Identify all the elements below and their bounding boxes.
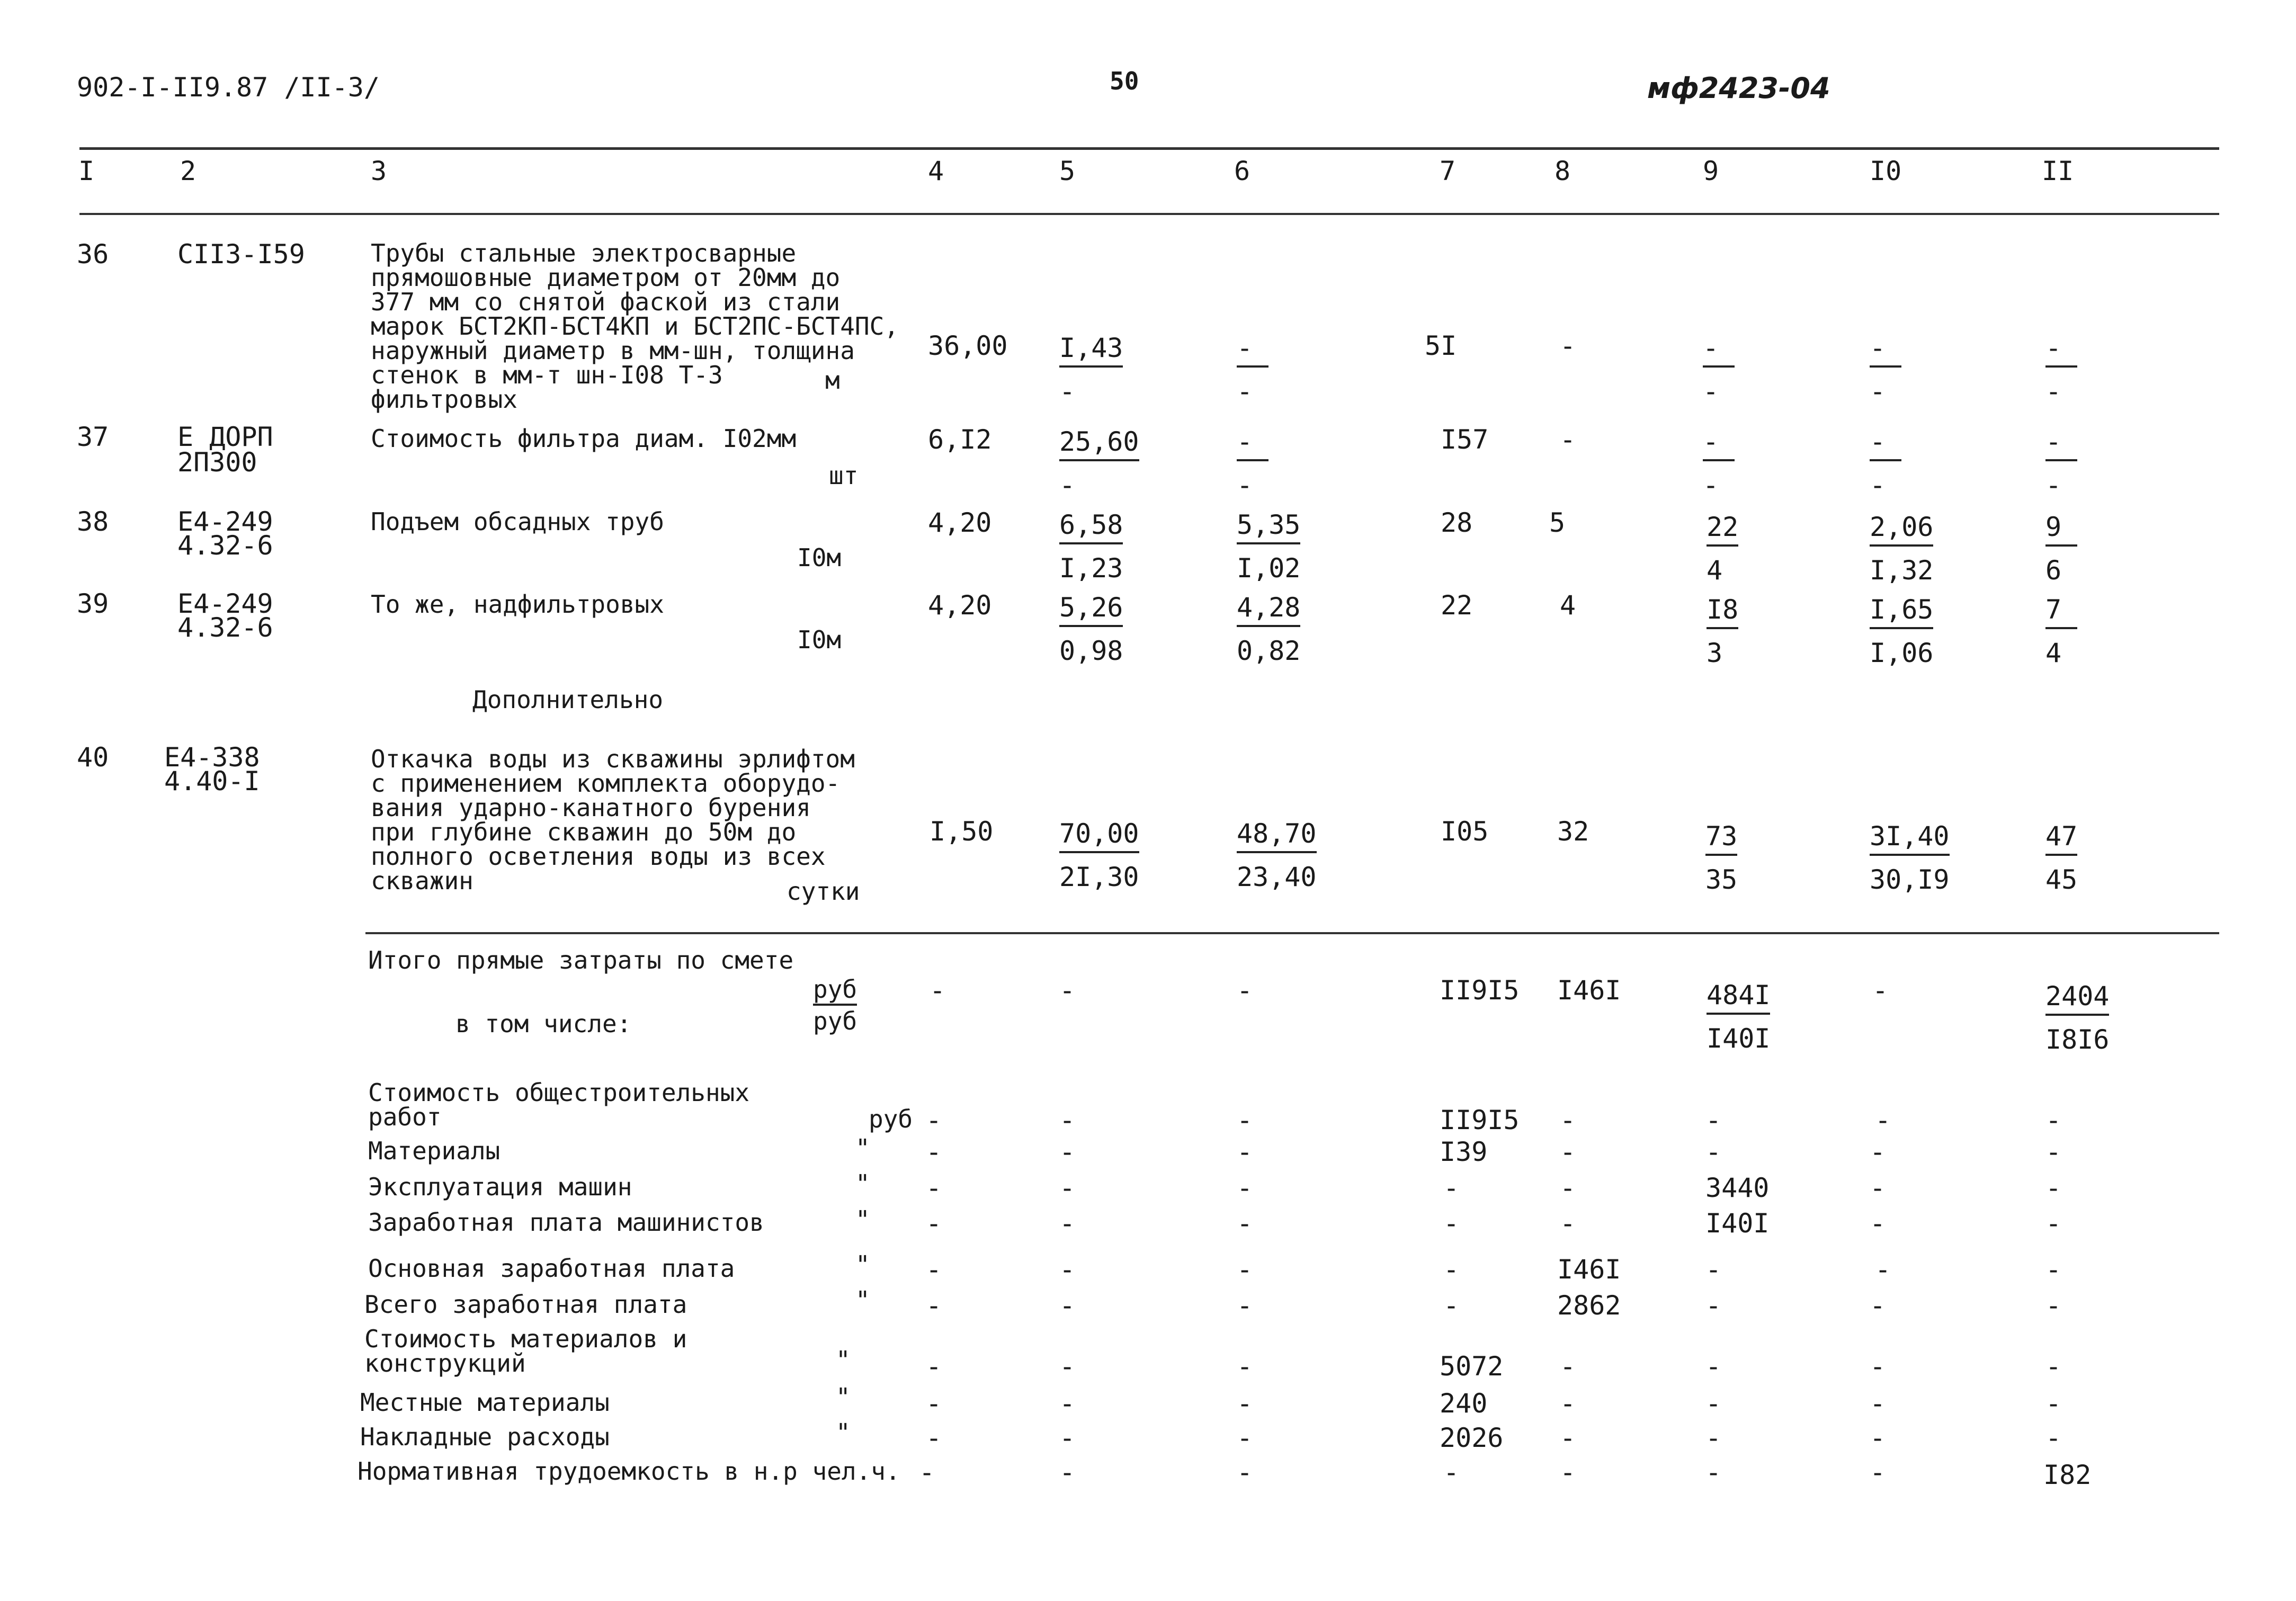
totals-machine-cost: -: [1237, 975, 1253, 1006]
breakdown-c5: -: [1059, 1105, 1076, 1135]
labor-cost: -: [1560, 330, 1576, 361]
totals-unit-cost: -: [1059, 975, 1076, 1006]
column-header: 4: [928, 156, 944, 186]
breakdown-label: Материалы: [368, 1137, 501, 1165]
unit-cost: $\frac{70,00}{2I,30}$: [1059, 818, 1139, 892]
totals-label: Итого прямые затраты по смете: [368, 946, 794, 974]
rate-code: Е4-249: [177, 506, 273, 537]
breakdown-c8: -: [1560, 1208, 1576, 1239]
breakdown-label: Заработная плата машинистов: [368, 1208, 764, 1237]
document-code: 902-I-II9.87 /II-3/: [77, 72, 380, 103]
breakdown-unit: ": [855, 1134, 870, 1162]
header-bottom-rule: [79, 213, 2219, 215]
breakdown-c4: -: [926, 1351, 942, 1382]
breakdown-c9: -: [1705, 1254, 1722, 1285]
breakdown-c5: -: [1059, 1208, 1076, 1239]
column-header: II: [2042, 156, 2074, 186]
breakdown-c4: -: [926, 1290, 942, 1321]
row-number: 40: [77, 742, 109, 773]
breakdown-c10: -: [1870, 1173, 1886, 1203]
totals-labor-hours-total: $\frac{2404}{I8I6}$: [2045, 981, 2110, 1055]
breakdown-c7: -: [1443, 1173, 1460, 1203]
row-number: 38: [77, 506, 109, 537]
breakdown-c8: -: [1560, 1351, 1576, 1382]
labor-cost: 32: [1557, 816, 1589, 847]
breakdown-c5: -: [1059, 1351, 1076, 1382]
breakdown-c5: -: [1059, 1173, 1076, 1203]
breakdown-c7: -: [1443, 1290, 1460, 1321]
breakdown-c10: -: [1870, 1423, 1886, 1453]
breakdown-c4: -: [926, 1173, 942, 1203]
breakdown-c9: -: [1705, 1105, 1722, 1135]
unit: I0м: [797, 625, 842, 654]
breakdown-label: Нормативная трудоемкость в н.р чел.ч.: [358, 1457, 900, 1486]
breakdown-unit: ": [836, 1418, 851, 1447]
column-header: 6: [1234, 156, 1250, 186]
quantity: 4,20: [928, 590, 992, 621]
rate-code: СII3-I59: [177, 239, 305, 270]
breakdown-c4: -: [926, 1423, 942, 1453]
breakdown-c7: II9I5: [1440, 1105, 1520, 1135]
rate-code: Е4-249: [177, 588, 273, 619]
breakdown-c7: 2026: [1440, 1423, 1504, 1453]
breakdown-label: Всего заработная плата: [364, 1290, 687, 1319]
total-cost: I57: [1441, 424, 1489, 455]
rate-code: Е4-338: [164, 742, 260, 773]
breakdown-unit: ": [855, 1286, 870, 1314]
breakdown-c6: -: [1237, 1351, 1253, 1382]
operation-cost: - -: [1703, 426, 1735, 500]
column-header: I: [78, 156, 95, 186]
breakdown-c4: -: [926, 1388, 942, 1419]
unit-cost: I,43 -: [1059, 333, 1123, 407]
unit-cost: 25,60 -: [1059, 426, 1139, 500]
rate-code-line2: 4.40-I: [164, 766, 260, 797]
breakdown-c6: -: [1237, 1290, 1253, 1321]
breakdown-c8: -: [1560, 1173, 1576, 1203]
breakdown-c11: -: [2045, 1388, 2062, 1419]
breakdown-label: Основная заработная плата: [368, 1254, 735, 1283]
breakdown-c8: -: [1560, 1388, 1576, 1419]
breakdown-c11: -: [2045, 1208, 2062, 1239]
breakdown-label: Стоимость материалов и конструкций: [364, 1325, 687, 1378]
unit-cost: $\frac{5,26}{0,98}$: [1059, 592, 1123, 666]
work-description: То же, надфильтровых: [371, 590, 664, 619]
labor-hours-unit: - -: [1870, 426, 1901, 500]
breakdown-c4: -: [926, 1208, 942, 1239]
unit: м: [825, 366, 840, 395]
work-description: Откачка воды из скважины эрлифтом с применением комплекта оборудо- вания ударно-канатного бурения при глубине скважин до 50м до полного осветления воды из всех скважин: [371, 745, 855, 895]
operation-cost: - -: [1703, 333, 1735, 407]
labor-cost: -: [1560, 424, 1576, 455]
breakdown-label: Накладные расходы: [360, 1423, 610, 1451]
breakdown-c5: -: [1059, 1423, 1076, 1453]
breakdown-c8: -: [1560, 1423, 1576, 1453]
total-cost: I05: [1441, 816, 1489, 847]
breakdown-c10: -: [1870, 1351, 1886, 1382]
archive-stamp: мф2423-04: [1647, 71, 1830, 105]
operation-cost: $\frac{73}{35}$: [1705, 821, 1738, 895]
breakdown-c9: 3440: [1705, 1173, 1770, 1203]
breakdown-unit: ": [855, 1250, 870, 1279]
breakdown-c9: -: [1705, 1137, 1722, 1167]
breakdown-c7: -: [1443, 1208, 1460, 1239]
breakdown-c4: -: [919, 1457, 935, 1488]
breakdown-c8: -: [1560, 1457, 1576, 1488]
labor-hours-total: $\frac{9}{6}$: [2045, 512, 2077, 586]
breakdown-c5: -: [1059, 1290, 1076, 1321]
row-number: 36: [77, 239, 109, 270]
breakdown-label: Стоимость общестроительных работ: [368, 1078, 750, 1131]
breakdown-c11: -: [2045, 1254, 2062, 1285]
breakdown-c9: -: [1705, 1290, 1722, 1321]
machine-cost: $\frac{5,35}{I,02}$: [1237, 509, 1301, 584]
total-cost: 5I: [1425, 330, 1457, 361]
machine-cost: - -: [1237, 333, 1268, 407]
row-number: 39: [77, 588, 109, 619]
labor-cost: 4: [1560, 590, 1576, 621]
labor-hours-unit: $\frac{2,06}{I,32}$: [1870, 512, 1934, 586]
column-header: 7: [1440, 156, 1456, 186]
breakdown-c6: -: [1237, 1137, 1253, 1167]
operation-cost: $\frac{22}{4}$: [1707, 512, 1739, 586]
totals-including-label: в том числе:: [455, 1009, 632, 1038]
breakdown-c8: I46I: [1557, 1254, 1621, 1285]
breakdown-c11: -: [2045, 1351, 2062, 1382]
column-header: I0: [1870, 156, 1902, 186]
labor-hours-unit: $\frac{3I,40}{30,I9}$: [1870, 821, 1950, 895]
breakdown-c5: -: [1059, 1254, 1076, 1285]
breakdown-c4: -: [926, 1137, 942, 1167]
machine-cost: $\frac{4,28}{0,82}$: [1237, 592, 1301, 666]
breakdown-c11: -: [2045, 1290, 2062, 1321]
breakdown-c9: -: [1705, 1457, 1722, 1488]
breakdown-unit: ": [855, 1169, 870, 1198]
breakdown-c8: -: [1560, 1137, 1576, 1167]
total-cost: 22: [1441, 590, 1473, 621]
breakdown-unit: руб: [869, 1105, 913, 1133]
machine-cost: $\frac{48,70}{23,40}$: [1237, 818, 1317, 892]
breakdown-c8: 2862: [1557, 1290, 1621, 1321]
breakdown-c6: -: [1237, 1208, 1253, 1239]
unit: I0м: [797, 543, 842, 572]
unit-cost: $\frac{6,58}{I,23}$: [1059, 509, 1123, 584]
totals-rule: [365, 932, 2219, 934]
labor-hours-total: - -: [2045, 333, 2077, 407]
labor-hours-unit: - -: [1870, 333, 1901, 407]
breakdown-c10: -: [1875, 1254, 1891, 1285]
quantity: 36,00: [928, 330, 1008, 361]
breakdown-c7: 5072: [1440, 1351, 1504, 1382]
page-number: 50: [1110, 67, 1139, 95]
work-description: Стоимость фильтра диам. I02мм: [371, 424, 797, 453]
quantity: 4,20: [928, 507, 992, 538]
breakdown-c4: -: [926, 1105, 942, 1135]
breakdown-c7: I39: [1440, 1137, 1488, 1167]
breakdown-c11: -: [2045, 1423, 2062, 1453]
labor-hours-total: $\frac{47}{45}$: [2045, 821, 2078, 895]
breakdown-c6: -: [1237, 1423, 1253, 1453]
breakdown-c9: I40I: [1705, 1208, 1770, 1239]
machine-cost: - -: [1237, 426, 1268, 500]
totals-operation-cost: $\frac{484I}{I40I}$: [1707, 980, 1771, 1054]
quantity: 6,I2: [928, 424, 992, 455]
breakdown-c11: -: [2045, 1137, 2062, 1167]
work-description: Трубы стальные электросварные прямошовные диаметром от 20мм до 377 мм со снятой фаской из стали марок БСТ2КП-БСТ4КП и БСТ2ПС-БСТ4ПС, наружный диаметр в мм-шн, толщина стенок в мм-т шн-I08 Т-3 фильтровых: [371, 239, 899, 414]
breakdown-c10: -: [1870, 1457, 1886, 1488]
column-header: 5: [1059, 156, 1076, 186]
totals-total-cost: II9I5: [1440, 975, 1520, 1006]
breakdown-c7: -: [1443, 1457, 1460, 1488]
breakdown-c9: -: [1705, 1423, 1722, 1453]
breakdown-c10: -: [1870, 1208, 1886, 1239]
labor-hours-total: $\frac{7}{4}$: [2045, 594, 2077, 668]
column-header: 2: [180, 156, 196, 186]
breakdown-c11: I82: [2043, 1460, 2092, 1490]
breakdown-c7: 240: [1440, 1388, 1488, 1419]
operation-cost: $\frac{I8}{3}$: [1707, 594, 1739, 668]
labor-hours-total: - -: [2045, 426, 2077, 500]
row-number: 37: [77, 422, 109, 452]
totals-quantity: -: [930, 975, 946, 1006]
breakdown-unit: ": [836, 1346, 851, 1374]
breakdown-c6: -: [1237, 1388, 1253, 1419]
totals-labor-hours-unit: -: [1872, 975, 1889, 1006]
breakdown-c9: -: [1705, 1351, 1722, 1382]
rate-code-line2: 4.32-6: [177, 612, 273, 643]
rate-code-line2: 2П300: [177, 447, 257, 478]
breakdown-c10: -: [1870, 1137, 1886, 1167]
breakdown-c5: -: [1059, 1457, 1076, 1488]
rate-code: Е ДОРП: [177, 422, 273, 452]
breakdown-unit: ": [836, 1383, 851, 1411]
breakdown-c10: -: [1870, 1290, 1886, 1321]
breakdown-c6: -: [1237, 1254, 1253, 1285]
header-top-rule: [79, 147, 2219, 150]
column-header: 8: [1555, 156, 1571, 186]
breakdown-c7: -: [1443, 1254, 1460, 1285]
breakdown-c11: -: [2045, 1173, 2062, 1203]
breakdown-unit: ": [855, 1205, 870, 1234]
unit: шт: [829, 461, 859, 490]
totals-unit-numerator: руб: [813, 977, 857, 1006]
section-title: Дополнительно: [472, 685, 664, 714]
work-description: Подъем обсадных труб: [371, 507, 664, 536]
quantity: I,50: [930, 816, 994, 847]
unit: сутки: [787, 877, 860, 906]
totals-unit-denominator: руб: [813, 1007, 857, 1035]
breakdown-c6: -: [1237, 1105, 1253, 1135]
totals-labor-cost: I46I: [1557, 975, 1621, 1006]
breakdown-c6: -: [1237, 1173, 1253, 1203]
breakdown-c4: -: [926, 1254, 942, 1285]
labor-cost: 5: [1549, 507, 1566, 538]
breakdown-c8: -: [1560, 1105, 1576, 1135]
breakdown-c5: -: [1059, 1388, 1076, 1419]
breakdown-c10: -: [1870, 1388, 1886, 1419]
column-header: 9: [1703, 156, 1719, 186]
breakdown-c9: -: [1705, 1388, 1722, 1419]
breakdown-c10: -: [1875, 1105, 1891, 1135]
labor-hours-unit: $\frac{I,65}{I,06}$: [1870, 594, 1934, 668]
breakdown-label: Местные материалы: [360, 1388, 610, 1417]
column-header: 3: [371, 156, 387, 186]
breakdown-c6: -: [1237, 1457, 1253, 1488]
total-cost: 28: [1441, 507, 1473, 538]
breakdown-c5: -: [1059, 1137, 1076, 1167]
rate-code-line2: 4.32-6: [177, 530, 273, 561]
breakdown-label: Эксплуатация машин: [368, 1173, 632, 1201]
breakdown-c11: -: [2045, 1105, 2062, 1135]
